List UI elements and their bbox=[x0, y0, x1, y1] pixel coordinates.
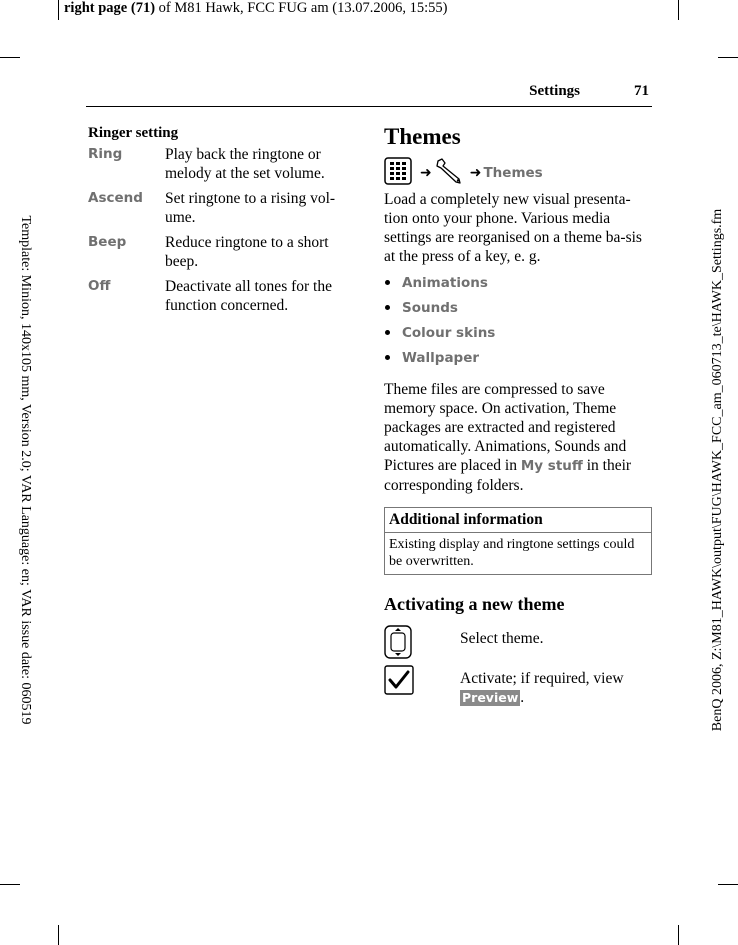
additional-info-box bbox=[384, 507, 652, 575]
crop-mark bbox=[678, 925, 679, 945]
ringer-setting-section bbox=[88, 125, 356, 322]
crop-mark bbox=[718, 57, 738, 58]
print-header-prefix: right page bbox=[64, 0, 128, 16]
menu-path bbox=[384, 158, 652, 188]
my-stuff-ref: My stuff bbox=[520, 458, 583, 474]
list-item bbox=[384, 299, 652, 324]
list-item-label: Wallpaper bbox=[402, 350, 480, 366]
list-item bbox=[384, 274, 652, 299]
setting-key: Off bbox=[88, 278, 111, 294]
themes-storage-paragraph bbox=[384, 380, 652, 495]
theme-content-list bbox=[384, 274, 652, 374]
list-item-label: Animations bbox=[402, 275, 488, 291]
crop-mark bbox=[58, 925, 59, 945]
list-item bbox=[384, 324, 652, 349]
checkmark-key-icon bbox=[384, 665, 414, 700]
paragraph-text: Theme files are compressed to save memory space. On activation, Theme packages are extracted and registered automatically. Animations, Sounds and Pictures are placed in bbox=[384, 381, 627, 474]
setting-row bbox=[88, 234, 356, 272]
file-path-info: BenQ 2006, Z:\M81_HAWK\output\FUG\HAWK_FCC_am_060713_te\HAWK_Settings.fm bbox=[710, 208, 725, 732]
crop-mark bbox=[678, 0, 679, 20]
setting-desc: Set ringtone to a rising vol-ume. bbox=[165, 190, 336, 226]
activating-theme-heading: Activating a new theme bbox=[384, 594, 565, 614]
list-item-label: Sounds bbox=[402, 300, 458, 316]
themes-intro: Load a completely new visual presenta-tion onto your phone. Various media settings are reorganised on a theme ba-sis at the press of a key, e. g. bbox=[384, 191, 642, 265]
setting-row bbox=[88, 278, 356, 316]
step-activate-theme bbox=[384, 665, 652, 707]
setting-row bbox=[88, 190, 356, 228]
step-select-theme bbox=[384, 625, 652, 661]
paragraph-text: in their corresponding folders. bbox=[384, 457, 632, 494]
step-text-before: Activate; if required, view bbox=[460, 670, 624, 687]
running-head bbox=[86, 82, 652, 107]
nav-key-icon bbox=[384, 625, 412, 664]
list-item bbox=[384, 349, 652, 374]
menu-path-target: Themes bbox=[483, 165, 543, 181]
setting-key: Beep bbox=[88, 234, 127, 250]
arrow-icon: ➜ bbox=[469, 165, 482, 181]
themes-heading: Themes bbox=[384, 124, 461, 149]
print-header-suffix: of M81 Hawk, FCC FUG am (13.07.2006, 15:55) bbox=[158, 0, 448, 16]
crop-mark bbox=[0, 57, 20, 58]
print-header bbox=[64, 0, 447, 17]
wrench-icon bbox=[434, 157, 468, 190]
step-text: Select theme. bbox=[460, 630, 544, 647]
ringer-setting-heading: Ringer setting bbox=[88, 125, 179, 141]
print-header-page: (71) bbox=[130, 0, 156, 16]
info-box-title: Additional information bbox=[385, 510, 651, 533]
running-head-title: Settings bbox=[529, 83, 580, 99]
preview-softkey: Preview bbox=[462, 690, 519, 705]
crop-mark bbox=[0, 884, 20, 885]
setting-desc: Deactivate all tones for the function concerned. bbox=[165, 278, 332, 314]
step-text-after: . bbox=[520, 689, 525, 706]
template-info: Template: Minion, 140x105 mm, Version 2.0; VAR Language: en; VAR issue date: 060519 bbox=[18, 215, 33, 725]
setting-desc: Reduce ringtone to a short beep. bbox=[165, 234, 329, 270]
themes-section bbox=[384, 122, 652, 711]
step-text bbox=[460, 665, 652, 707]
list-item-label: Colour skins bbox=[402, 325, 496, 341]
setting-desc: Play back the ringtone or melody at the set volume. bbox=[165, 146, 325, 182]
crop-mark bbox=[58, 0, 59, 20]
page-number: 71 bbox=[634, 83, 649, 99]
crop-mark bbox=[718, 884, 738, 885]
menu-grid-icon bbox=[384, 157, 412, 190]
setting-row bbox=[88, 146, 356, 184]
info-box-text: Existing display and ringtone settings could be overwritten. bbox=[389, 537, 635, 569]
arrow-icon: ➜ bbox=[420, 165, 432, 181]
setting-key: Ascend bbox=[88, 190, 143, 206]
setting-key: Ring bbox=[88, 146, 123, 162]
